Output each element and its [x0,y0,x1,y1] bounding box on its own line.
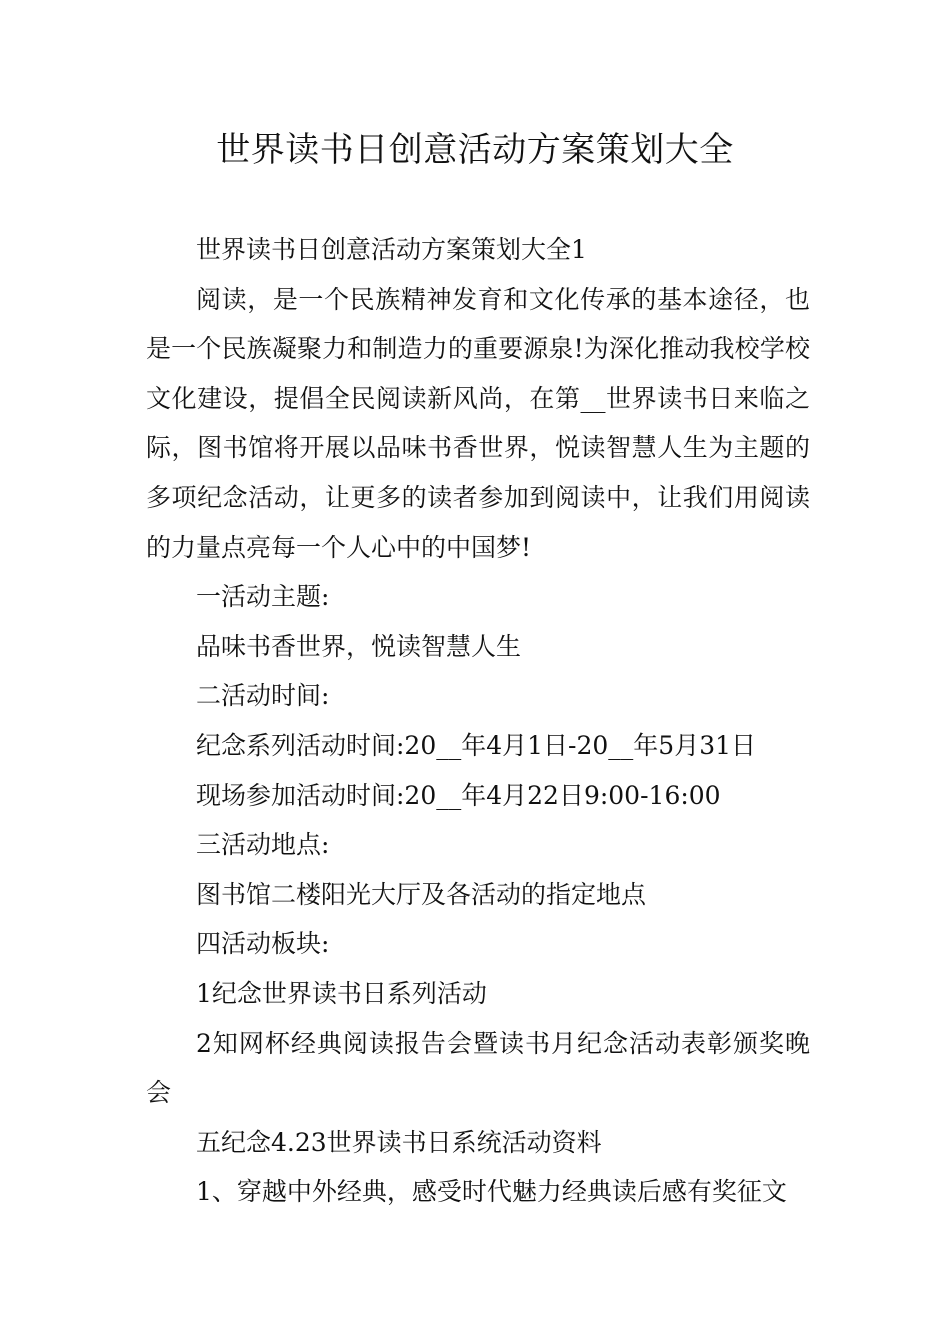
list-item-block-1: 1纪念世界读书日系列活动 [196,978,487,1008]
paragraph-theme: 品味书香世界，悦读智慧人生 [196,631,522,661]
section-heading-location: 三活动地点: [196,830,330,860]
section-heading-materials: 五纪念4.23世界读书日系统活动资料 [196,1127,602,1157]
section-heading-time: 二活动时间: [196,681,330,711]
paragraph-intro: 阅读，是一个民族精神发育和文化传承的基本途径，也是一个民族凝聚力和制造力的重要源泉!为深化推动我校学校文化建设，提倡全民阅读新风尚，在第__世界读书日来临之际，图书馆将开展以品味书香世界，悦读智慧人生为主题的多项纪念活动，让更多的读者参加到阅读中，让我们用阅读的力量点亮每一个人心中的中国梦! [146,284,810,562]
paragraph-subtitle: 世界读书日创意活动方案策划大全1 [196,235,587,264]
document-title: 世界读书日创意活动方案策划大全 [216,130,734,170]
paragraph-series-time: 纪念系列活动时间:20__年4月1日-20__年5月31日 [196,730,757,760]
paragraph-location: 图书馆二楼阳光大厅及各活动的指定地点 [196,879,647,909]
section-heading-theme: 一活动主题: [196,582,330,612]
section-heading-blocks: 四活动板块: [196,929,330,959]
document-body [146,225,810,1217]
paragraph-onsite-time: 现场参加活动时间:20__年4月22日9:00-16:00 [196,780,721,810]
list-item-block-2: 2知网杯经典阅读报告会暨读书月纪念活动表彰颁奖晚会 [146,1028,810,1108]
list-item-essay-contest: 1、穿越中外经典，感受时代魅力经典读后感有奖征文 [196,1177,787,1207]
